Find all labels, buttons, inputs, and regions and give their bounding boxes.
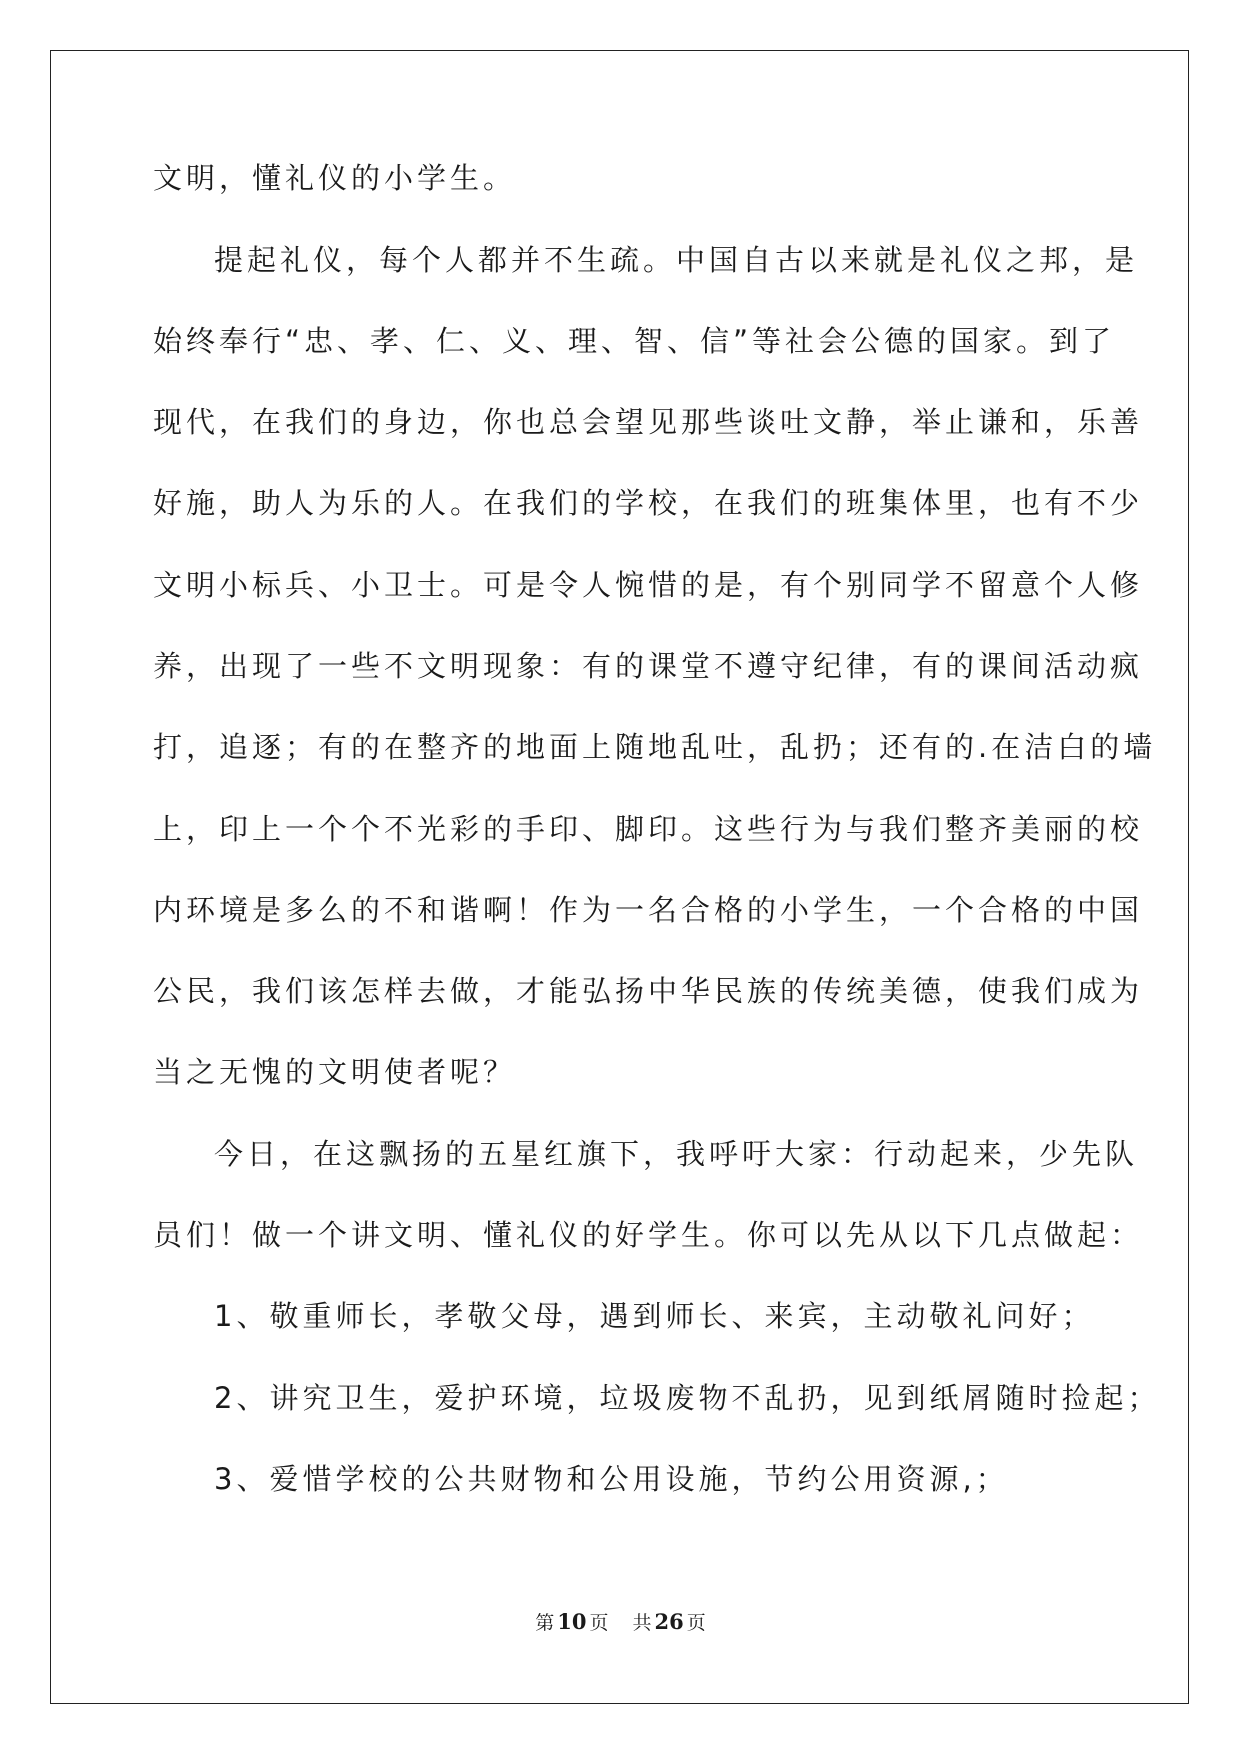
text-line: 现代，在我们的身边，你也总会望见那些谈吐文静，举止谦和，乐善: [153, 405, 1144, 439]
page-prefix: 第: [535, 1612, 555, 1634]
total-prefix: 共: [632, 1612, 652, 1634]
text-line: 员们！做一个讲文明、懂礼仪的好学生。你可以先从以下几点做起：: [153, 1218, 1144, 1252]
text-line: 好施，助人为乐的人。在我们的学校，在我们的班集体里，也有不少: [153, 486, 1144, 520]
list-item: 2、讲究卫生，爱护环境，垃圾废物不乱扔，见到纸屑随时捡起；: [214, 1381, 1161, 1415]
total-pages: 26: [654, 1609, 684, 1634]
text-line: 当之无愧的文明使者呢？: [153, 1055, 517, 1089]
page-suffix: 页: [589, 1612, 609, 1634]
text-line: 上，印上一个个不光彩的手印、脚印。这些行为与我们整齐美丽的校: [153, 812, 1144, 846]
text-line: 文明，懂礼仪的小学生。: [153, 161, 517, 195]
page-border: [50, 50, 1189, 1704]
page-footer: [0, 1610, 1241, 1635]
text-line: 养，出现了一些不文明现象：有的课堂不遵守纪律，有的课间活动疯: [153, 649, 1144, 683]
list-item: 3、爱惜学校的公共财物和公用设施，节约公用资源,；: [214, 1462, 1009, 1496]
text-line: 提起礼仪，每个人都并不生疏。中国自古以来就是礼仪之邦，是: [214, 243, 1139, 277]
text-line: 今日，在这飘扬的五星红旗下，我呼吁大家：行动起来，少先队: [214, 1137, 1139, 1171]
text-line: 始终奉行“忠、孝、仁、义、理、智、信”等社会公德的国家。到了: [153, 324, 1116, 358]
page-number: 10: [557, 1609, 587, 1634]
list-item: 1、敬重师长，孝敬父母，遇到师长、来宾，主动敬礼问好；: [214, 1299, 1095, 1333]
text-line: 公民，我们该怎样去做，才能弘扬中华民族的传统美德，使我们成为: [153, 974, 1144, 1008]
text-line: 文明小标兵、小卫士。可是令人惋惜的是，有个别同学不留意个人修: [153, 568, 1144, 602]
total-suffix: 页: [686, 1612, 706, 1634]
text-line: 打，追逐；有的在整齐的地面上随地乱吐，乱扔；还有的.在洁白的墙: [153, 730, 1157, 764]
text-line: 内环境是多么的不和谐啊！作为一名合格的小学生，一个合格的中国: [153, 893, 1144, 927]
